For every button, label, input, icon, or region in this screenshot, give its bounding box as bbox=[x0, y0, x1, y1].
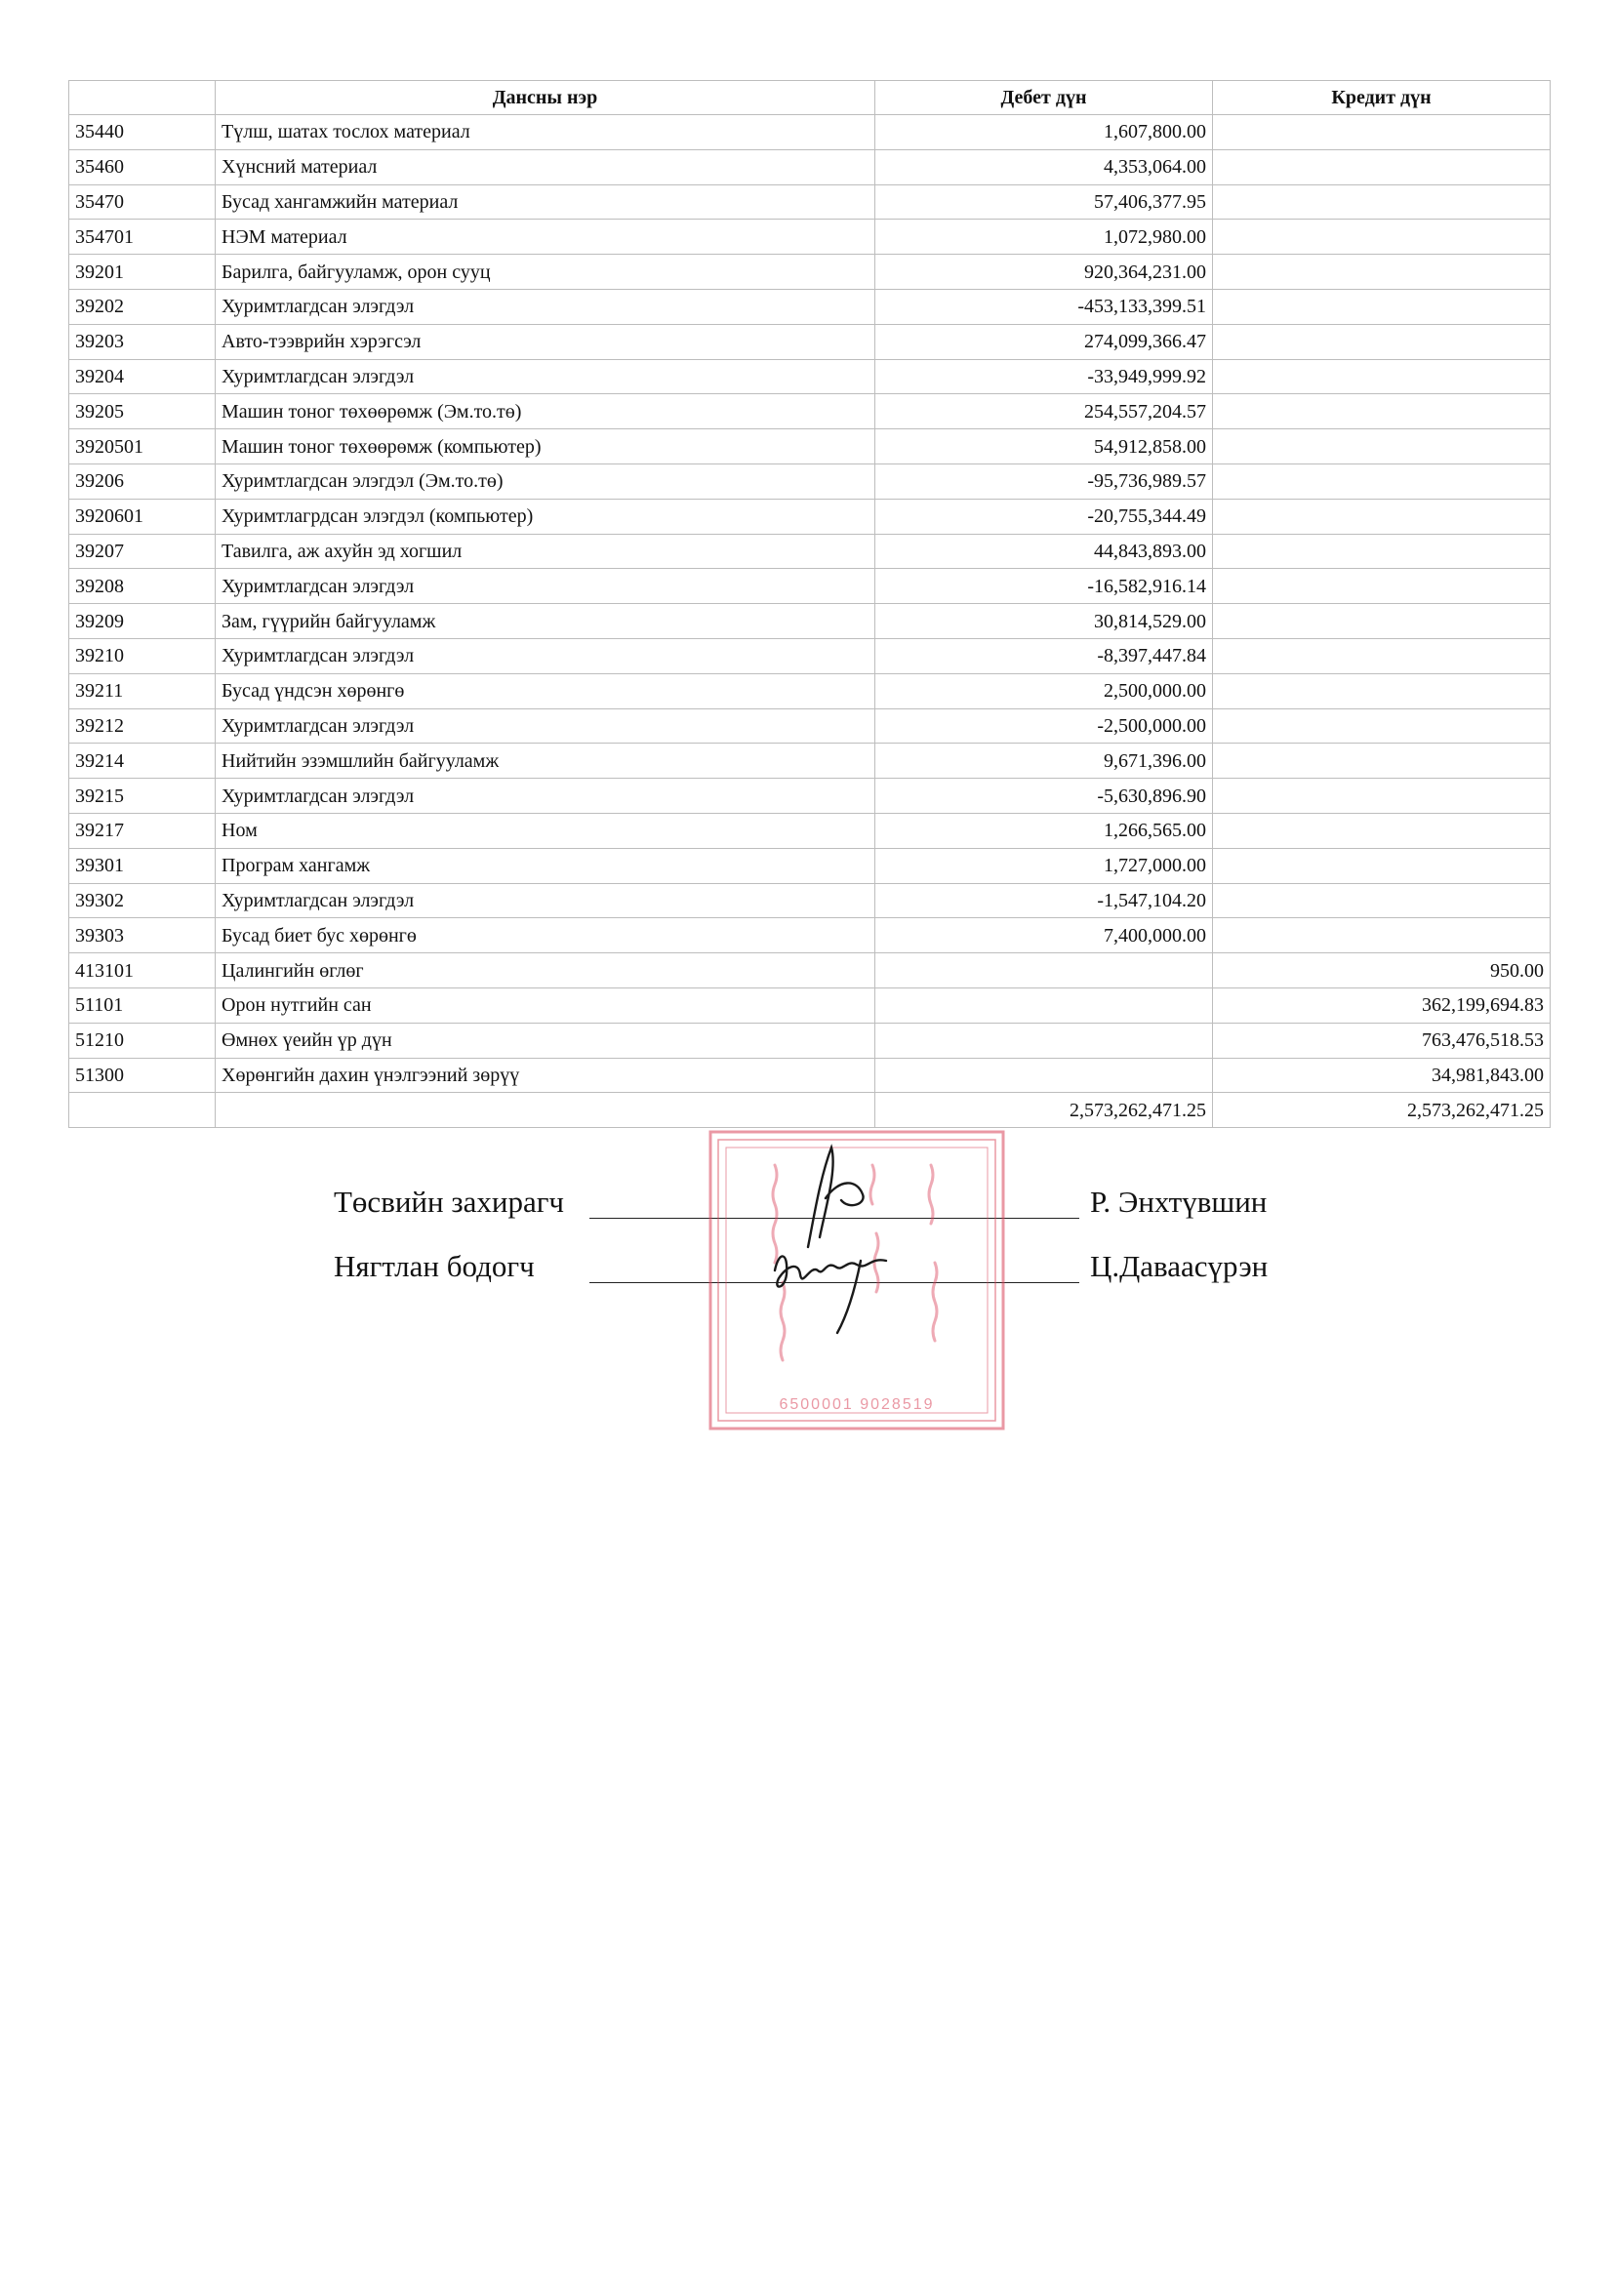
account-name-cell: Хуримтлагдсан элэгдэл bbox=[216, 638, 875, 673]
account-name-cell: Зам, гүүрийн байгууламж bbox=[216, 604, 875, 639]
account-code-cell: 39203 bbox=[69, 324, 216, 359]
account-code-cell: 39209 bbox=[69, 604, 216, 639]
account-name-cell: Хуримтлагдсан элэгдэл (Эм.то.тө) bbox=[216, 463, 875, 499]
debit-amount-cell bbox=[875, 987, 1213, 1023]
signature-title: Төсвийн захирагч bbox=[334, 1185, 565, 1219]
table-row bbox=[69, 220, 1551, 255]
debit-amount-cell: -95,736,989.57 bbox=[875, 463, 1213, 499]
account-name-cell: Хуримтлагдсан элэгдэл bbox=[216, 359, 875, 394]
table-row bbox=[69, 499, 1551, 534]
credit-amount-cell: 763,476,518.53 bbox=[1213, 1023, 1551, 1058]
account-name-cell: Бусад үндсэн хөрөнгө bbox=[216, 673, 875, 708]
table-row bbox=[69, 673, 1551, 708]
account-code-cell: 39206 bbox=[69, 463, 216, 499]
account-name-cell: Барилга, байгууламж, орон сууц bbox=[216, 255, 875, 290]
credit-amount-cell bbox=[1213, 813, 1551, 848]
credit-amount-cell bbox=[1213, 744, 1551, 779]
debit-amount-cell: -453,133,399.51 bbox=[875, 289, 1213, 324]
credit-amount-cell bbox=[1213, 463, 1551, 499]
table-header-row bbox=[69, 81, 1551, 115]
table-row bbox=[69, 744, 1551, 779]
debit-amount-cell: 30,814,529.00 bbox=[875, 604, 1213, 639]
account-name-cell: Бусад хангамжийн материал bbox=[216, 184, 875, 220]
credit-amount-cell bbox=[1213, 324, 1551, 359]
totals-row bbox=[69, 1093, 1551, 1128]
debit-amount-cell: -8,397,447.84 bbox=[875, 638, 1213, 673]
credit-amount-cell: 34,981,843.00 bbox=[1213, 1058, 1551, 1093]
account-name-cell: Хүнсний материал bbox=[216, 149, 875, 184]
account-name-cell: Ном bbox=[216, 813, 875, 848]
ledger-table bbox=[68, 80, 1551, 1128]
account-name-cell: Цалингийн өглөг bbox=[216, 953, 875, 988]
debit-amount-cell: 274,099,366.47 bbox=[875, 324, 1213, 359]
account-code-cell: 39204 bbox=[69, 359, 216, 394]
account-name-cell: Орон нутгийн сан bbox=[216, 987, 875, 1023]
header-account-name: Дансны нэр bbox=[216, 81, 875, 115]
table-row bbox=[69, 324, 1551, 359]
account-code-cell: 39214 bbox=[69, 744, 216, 779]
table-row bbox=[69, 255, 1551, 290]
table-row bbox=[69, 359, 1551, 394]
account-code-cell: 3920501 bbox=[69, 429, 216, 464]
account-name-cell: Хуримтлагдсан элэгдэл bbox=[216, 883, 875, 918]
account-code-cell: 3920601 bbox=[69, 499, 216, 534]
debit-amount-cell: 1,607,800.00 bbox=[875, 115, 1213, 150]
debit-amount-cell: 254,557,204.57 bbox=[875, 394, 1213, 429]
account-code-cell: 35440 bbox=[69, 115, 216, 150]
credit-amount-cell bbox=[1213, 534, 1551, 569]
debit-amount-cell: 7,400,000.00 bbox=[875, 918, 1213, 953]
account-name-cell: Хуримтлагрдсан элэгдэл (компьютер) bbox=[216, 499, 875, 534]
account-code-cell: 39215 bbox=[69, 779, 216, 814]
credit-amount-cell bbox=[1213, 638, 1551, 673]
credit-amount-cell bbox=[1213, 883, 1551, 918]
header-code bbox=[69, 81, 216, 115]
debit-amount-cell: -5,630,896.90 bbox=[875, 779, 1213, 814]
debit-amount-cell bbox=[875, 1058, 1213, 1093]
account-code-cell: 39202 bbox=[69, 289, 216, 324]
credit-amount-cell: 950.00 bbox=[1213, 953, 1551, 988]
account-code-cell: 51210 bbox=[69, 1023, 216, 1058]
credit-amount-cell bbox=[1213, 918, 1551, 953]
table-row bbox=[69, 918, 1551, 953]
account-name-cell: Машин тоног төхөөрөмж (Эм.то.тө) bbox=[216, 394, 875, 429]
debit-amount-cell: 57,406,377.95 bbox=[875, 184, 1213, 220]
debit-amount-cell: 1,727,000.00 bbox=[875, 848, 1213, 883]
debit-amount-cell: -20,755,344.49 bbox=[875, 499, 1213, 534]
account-name-cell: Хөрөнгийн дахин үнэлгээний зөрүү bbox=[216, 1058, 875, 1093]
account-name-cell: Авто-тээврийн хэрэгсэл bbox=[216, 324, 875, 359]
header-credit: Кредит дүн bbox=[1213, 81, 1551, 115]
table-row bbox=[69, 534, 1551, 569]
credit-amount-cell bbox=[1213, 255, 1551, 290]
table-row bbox=[69, 289, 1551, 324]
account-name-cell: Нийтийн эзэмшлийн байгууламж bbox=[216, 744, 875, 779]
account-name-cell: Машин тоног төхөөрөмж (компьютер) bbox=[216, 429, 875, 464]
debit-amount-cell: 9,671,396.00 bbox=[875, 744, 1213, 779]
debit-amount-cell bbox=[875, 1023, 1213, 1058]
account-code-cell: 39217 bbox=[69, 813, 216, 848]
signature-title: Нягтлан бодогч bbox=[334, 1249, 535, 1283]
credit-amount-cell bbox=[1213, 569, 1551, 604]
debit-amount-cell: 54,912,858.00 bbox=[875, 429, 1213, 464]
debit-amount-cell: 920,364,231.00 bbox=[875, 255, 1213, 290]
account-code-cell: 39211 bbox=[69, 673, 216, 708]
signatory-name: Р. Энхтүвшин bbox=[1090, 1185, 1268, 1219]
debit-amount-cell: -1,547,104.20 bbox=[875, 883, 1213, 918]
account-code-cell: 39303 bbox=[69, 918, 216, 953]
debit-amount-cell: -16,582,916.14 bbox=[875, 569, 1213, 604]
account-code-cell: 51101 bbox=[69, 987, 216, 1023]
credit-amount-cell bbox=[1213, 429, 1551, 464]
credit-amount-cell bbox=[1213, 604, 1551, 639]
account-name-cell: Бусад биет бус хөрөнгө bbox=[216, 918, 875, 953]
account-code-cell: 354701 bbox=[69, 220, 216, 255]
table-row bbox=[69, 463, 1551, 499]
account-name-cell: Түлш, шатах тослох материал bbox=[216, 115, 875, 150]
credit-amount-cell bbox=[1213, 708, 1551, 744]
stamp-registration-number: 6500001 9028519 bbox=[779, 1396, 935, 1413]
header-debit: Дебет дүн bbox=[875, 81, 1213, 115]
account-name-cell: Тавилга, аж ахуйн эд хогшил bbox=[216, 534, 875, 569]
debit-amount-cell: -33,949,999.92 bbox=[875, 359, 1213, 394]
table-row bbox=[69, 708, 1551, 744]
credit-amount-cell bbox=[1213, 394, 1551, 429]
account-name-cell bbox=[216, 1093, 875, 1128]
table-row bbox=[69, 987, 1551, 1023]
credit-amount-cell bbox=[1213, 289, 1551, 324]
credit-amount-cell bbox=[1213, 149, 1551, 184]
table-row bbox=[69, 429, 1551, 464]
debit-amount-cell bbox=[875, 953, 1213, 988]
account-code-cell: 39210 bbox=[69, 638, 216, 673]
credit-amount-cell: 2,573,262,471.25 bbox=[1213, 1093, 1551, 1128]
table-row bbox=[69, 848, 1551, 883]
debit-amount-cell: 1,072,980.00 bbox=[875, 220, 1213, 255]
account-code-cell: 39302 bbox=[69, 883, 216, 918]
table-row bbox=[69, 953, 1551, 988]
debit-amount-cell: 1,266,565.00 bbox=[875, 813, 1213, 848]
table-row bbox=[69, 569, 1551, 604]
account-code-cell bbox=[69, 1093, 216, 1128]
account-code-cell: 39201 bbox=[69, 255, 216, 290]
account-code-cell: 413101 bbox=[69, 953, 216, 988]
account-name-cell: Өмнөх үеийн үр дүн bbox=[216, 1023, 875, 1058]
table-row bbox=[69, 883, 1551, 918]
accountant-signature bbox=[765, 1231, 902, 1337]
account-code-cell: 35460 bbox=[69, 149, 216, 184]
account-code-cell: 39207 bbox=[69, 534, 216, 569]
account-name-cell: НЭМ материал bbox=[216, 220, 875, 255]
account-code-cell: 39208 bbox=[69, 569, 216, 604]
table-row bbox=[69, 1058, 1551, 1093]
account-name-cell: Хуримтлагдсан элэгдэл bbox=[216, 289, 875, 324]
table-row bbox=[69, 394, 1551, 429]
table-row bbox=[69, 115, 1551, 150]
credit-amount-cell bbox=[1213, 673, 1551, 708]
table-row bbox=[69, 184, 1551, 220]
credit-amount-cell bbox=[1213, 499, 1551, 534]
credit-amount-cell bbox=[1213, 184, 1551, 220]
table-row bbox=[69, 1023, 1551, 1058]
table-row bbox=[69, 638, 1551, 673]
credit-amount-cell: 362,199,694.83 bbox=[1213, 987, 1551, 1023]
account-name-cell: Хуримтлагдсан элэгдэл bbox=[216, 569, 875, 604]
account-name-cell: Хуримтлагдсан элэгдэл bbox=[216, 779, 875, 814]
table-row bbox=[69, 813, 1551, 848]
debit-amount-cell: -2,500,000.00 bbox=[875, 708, 1213, 744]
credit-amount-cell bbox=[1213, 220, 1551, 255]
signatory-name: Ц.Даваасүрэн bbox=[1090, 1249, 1269, 1283]
credit-amount-cell bbox=[1213, 779, 1551, 814]
debit-amount-cell: 44,843,893.00 bbox=[875, 534, 1213, 569]
account-name-cell: Хуримтлагдсан элэгдэл bbox=[216, 708, 875, 744]
credit-amount-cell bbox=[1213, 848, 1551, 883]
account-code-cell: 39301 bbox=[69, 848, 216, 883]
table-body bbox=[69, 115, 1551, 1128]
account-code-cell: 39205 bbox=[69, 394, 216, 429]
debit-amount-cell: 2,573,262,471.25 bbox=[875, 1093, 1213, 1128]
credit-amount-cell bbox=[1213, 115, 1551, 150]
credit-amount-cell bbox=[1213, 359, 1551, 394]
account-code-cell: 51300 bbox=[69, 1058, 216, 1093]
debit-amount-cell: 2,500,000.00 bbox=[875, 673, 1213, 708]
account-code-cell: 35470 bbox=[69, 184, 216, 220]
table-row bbox=[69, 149, 1551, 184]
debit-amount-cell: 4,353,064.00 bbox=[875, 149, 1213, 184]
account-code-cell: 39212 bbox=[69, 708, 216, 744]
account-name-cell: Програм хангамж bbox=[216, 848, 875, 883]
table-row bbox=[69, 604, 1551, 639]
table-row bbox=[69, 779, 1551, 814]
